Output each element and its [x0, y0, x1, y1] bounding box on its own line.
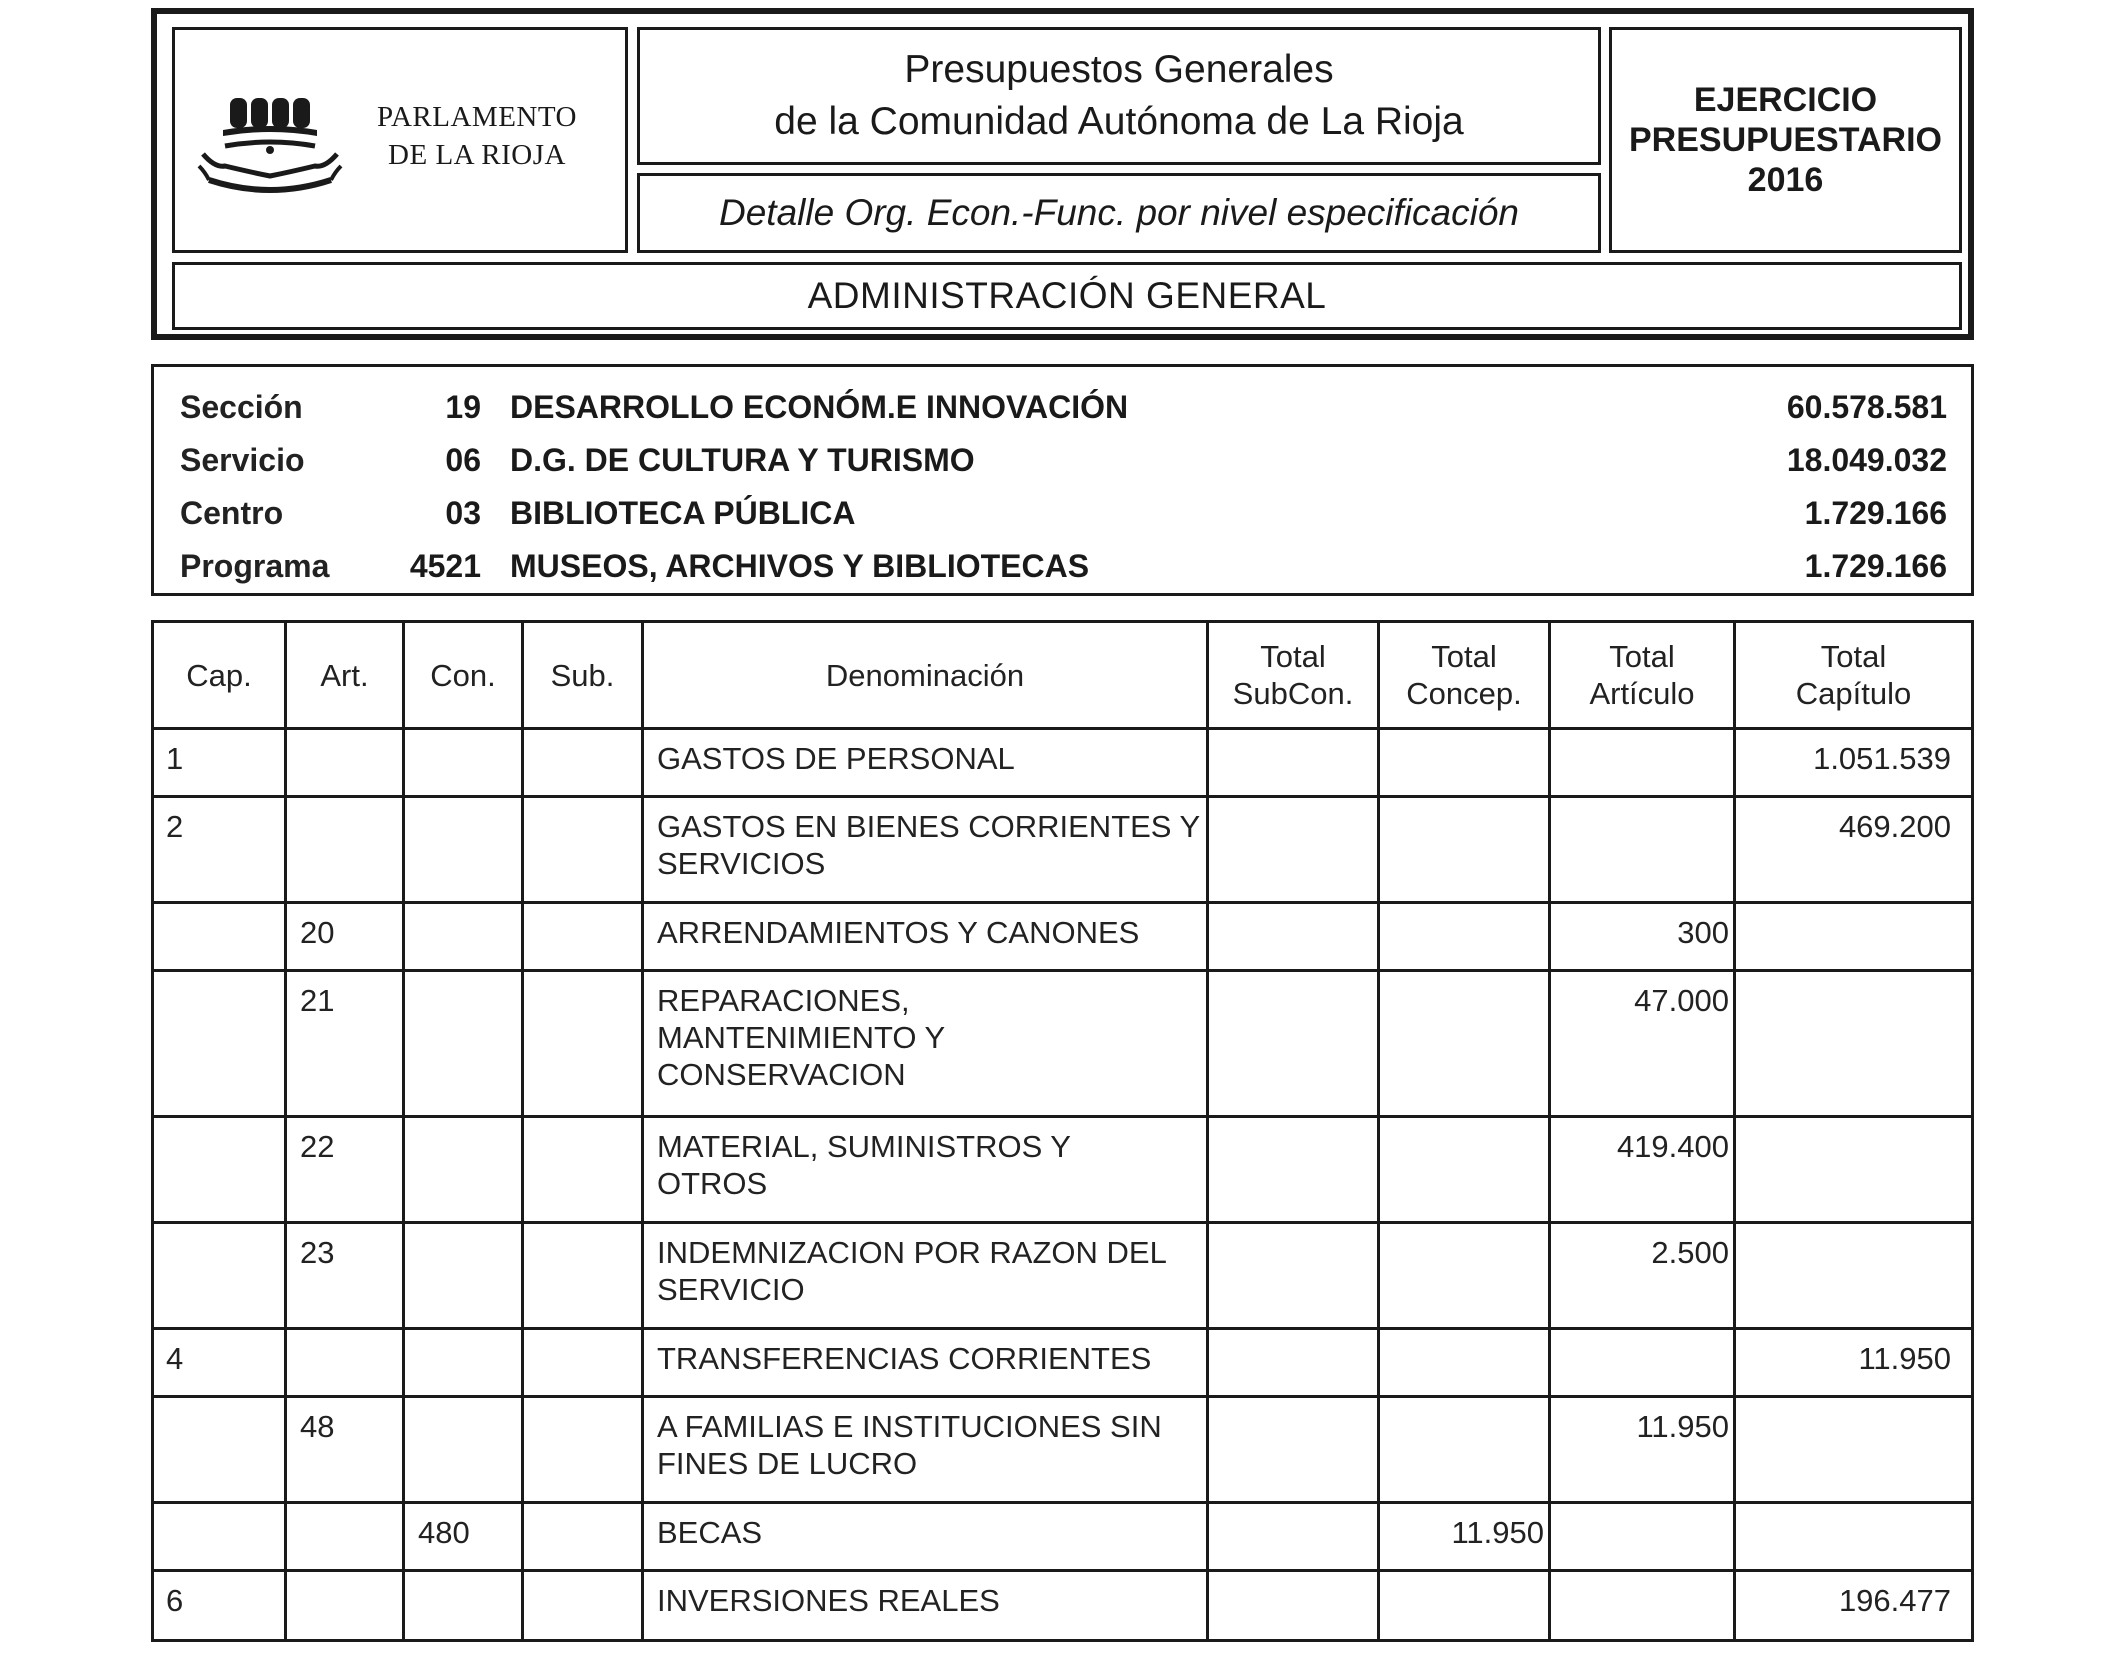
title-line-1: Presupuestos Generales	[904, 48, 1334, 91]
table-row	[154, 1572, 1971, 1639]
logo-wordmark	[357, 98, 597, 174]
table-row	[154, 1330, 1971, 1395]
administration-banner	[172, 262, 1962, 330]
summary-name: BIBLIOTECA PÚBLICA	[510, 495, 856, 531]
logo-panel	[172, 27, 628, 253]
year-line-1: EJERCICIO	[1693, 81, 1878, 119]
column-header-art	[287, 623, 402, 727]
title-line-2: de la Comunidad Autónoma de La Rioja	[774, 100, 1464, 143]
summary-name: DESARROLLO ECONÓM.E INNOVACIÓN	[510, 389, 1129, 425]
logo-line-2: DE LA RIOJA	[388, 139, 566, 171]
header-label: Total	[1609, 639, 1675, 674]
cell-art: 48	[300, 1409, 335, 1444]
cell-denominacion: ARRENDAMIENTOS Y CANONES	[657, 915, 1140, 950]
summary-code: 06	[445, 442, 481, 478]
summary-code: 03	[445, 495, 481, 531]
header-label: Total	[1260, 639, 1326, 674]
cell-denominacion: INVERSIONES REALES	[657, 1583, 1000, 1618]
summary-label: Centro	[180, 495, 284, 531]
header-label: Cap.	[186, 657, 252, 693]
logo-line-1: PARLAMENTO	[377, 101, 577, 133]
cell-denominacion: A FAMILIAS E INSTITUCIONES SIN FINES DE LUCRO	[657, 1409, 1162, 1481]
header-label: Denominación	[825, 657, 1025, 693]
summary-amount: 18.049.032	[1786, 442, 1947, 478]
cell-total-concepto: 11.950	[1451, 1515, 1544, 1550]
header-label: Artículo	[1589, 676, 1695, 711]
table-row	[154, 1504, 1971, 1569]
document-header	[151, 8, 1974, 340]
cell-total-capitulo: 196.477	[1838, 1583, 1951, 1618]
table-row	[154, 972, 1971, 1115]
summary-name: MUSEOS, ARCHIVOS Y BIBLIOTECAS	[510, 548, 1090, 584]
cell-total-capitulo: 11.950	[1858, 1341, 1951, 1376]
cell-cap: 1	[166, 741, 184, 776]
cell-total-articulo: 2.500	[1651, 1235, 1729, 1270]
header-label: Capítulo	[1795, 676, 1912, 711]
summary-row-programa	[154, 540, 1971, 593]
summary-row-servicio	[154, 434, 1971, 487]
header-label: SubCon.	[1232, 676, 1354, 711]
cell-denominacion: TRANSFERENCIAS CORRIENTES	[657, 1341, 1152, 1376]
column-header-denominacion	[644, 623, 1206, 727]
header-label: Concep.	[1406, 676, 1522, 711]
summary-code: 19	[445, 389, 481, 425]
cell-denominacion: BECAS	[657, 1515, 763, 1550]
cell-total-capitulo: 469.200	[1838, 809, 1951, 844]
summary-label: Sección	[180, 389, 303, 425]
title-panel	[637, 27, 1601, 165]
organizational-summary	[151, 364, 1974, 596]
report-subtitle: Detalle Org. Econ.-Func. por nivel especificación	[719, 192, 1519, 233]
header-label: Total	[1820, 639, 1887, 674]
summary-row-seccion	[154, 381, 1971, 434]
budget-detail-table	[151, 620, 1974, 1642]
summary-row-centro	[154, 487, 1971, 540]
cell-art: 20	[300, 915, 335, 950]
summary-amount: 60.578.581	[1786, 389, 1947, 425]
summary-name: D.G. DE CULTURA Y TURISMO	[510, 442, 975, 478]
cell-total-articulo: 47.000	[1634, 983, 1729, 1018]
cell-art: 23	[300, 1235, 335, 1270]
summary-amount: 1.729.166	[1804, 495, 1947, 531]
cell-total-articulo: 11.950	[1636, 1409, 1729, 1444]
header-label: Con.	[430, 657, 496, 693]
cell-denominacion: GASTOS EN BIENES CORRIENTES Y SERVICIOS	[657, 809, 1200, 881]
year-value: 2016	[1747, 161, 1824, 199]
cell-art: 22	[300, 1129, 335, 1164]
table-row	[154, 1224, 1971, 1327]
year-line-2: PRESUPUESTARIO	[1629, 121, 1942, 159]
table-row	[154, 1398, 1971, 1501]
table-row	[154, 798, 1971, 901]
cell-total-articulo: 300	[1677, 915, 1729, 950]
column-header-sub	[524, 623, 641, 727]
cell-denominacion: MATERIAL, SUMINISTROS Y OTROS	[657, 1129, 1071, 1201]
table-row	[154, 730, 1971, 795]
summary-amount: 1.729.166	[1804, 548, 1947, 584]
administration-title: ADMINISTRACIÓN GENERAL	[807, 275, 1327, 316]
cell-denominacion: REPARACIONES, MANTENIMIENTO Y CONSERVACION	[657, 983, 945, 1092]
column-header-total-capitulo	[1736, 623, 1971, 727]
cell-total-capitulo: 1.051.539	[1813, 741, 1951, 776]
table-row	[154, 1118, 1971, 1221]
cell-cap: 6	[166, 1583, 184, 1618]
summary-label: Servicio	[180, 442, 305, 478]
cell-cap: 4	[166, 1341, 184, 1376]
cell-denominacion: GASTOS DE PERSONAL	[657, 741, 1015, 776]
column-header-total-subcon	[1209, 623, 1377, 727]
summary-label: Programa	[180, 548, 330, 584]
column-header-total-articulo	[1551, 623, 1733, 727]
header-label: Total	[1431, 639, 1497, 674]
table-row	[154, 904, 1971, 969]
subtitle-panel	[637, 173, 1601, 253]
cell-art: 21	[300, 983, 335, 1018]
cell-denominacion: INDEMNIZACION POR RAZON DEL SERVICIO	[657, 1235, 1166, 1307]
header-label: Art.	[320, 657, 369, 693]
cell-cap: 2	[166, 809, 184, 844]
column-header-total-concep	[1380, 623, 1548, 727]
summary-code: 4521	[409, 548, 481, 584]
column-header-con	[405, 623, 521, 727]
fiscal-year-panel	[1609, 27, 1962, 253]
column-header-cap	[154, 623, 284, 727]
cell-con: 480	[418, 1515, 470, 1550]
cell-total-articulo: 419.400	[1616, 1129, 1729, 1164]
header-label: Sub.	[550, 657, 615, 693]
parlamento-logo-icon	[195, 72, 355, 202]
